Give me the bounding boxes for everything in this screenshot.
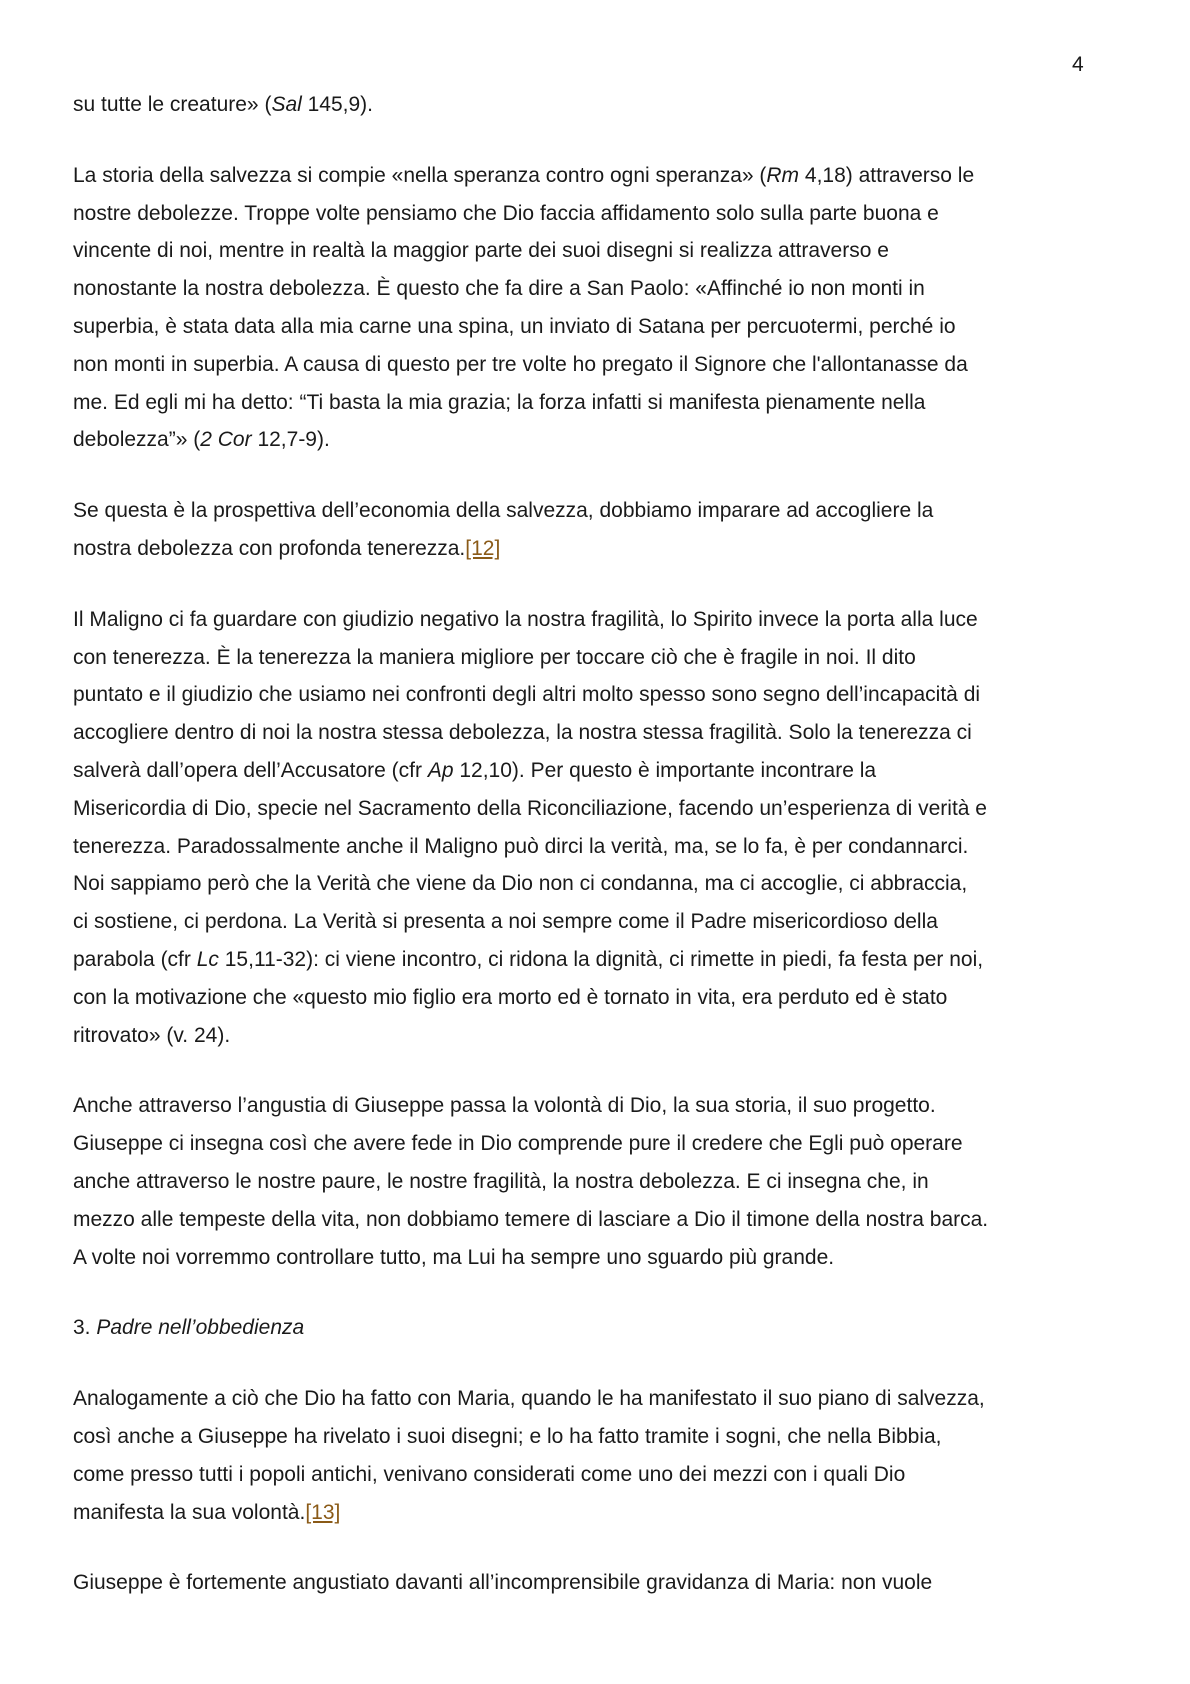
text-line xyxy=(73,1239,1133,1277)
text-segment: mezzo alle tempeste della vita, non dobbiamo temere di lasciare a Dio il timone della nostra barca. xyxy=(73,1207,989,1231)
text-line xyxy=(73,1309,1133,1347)
text-line xyxy=(73,86,1133,124)
text-segment: su tutte le creature» ( xyxy=(73,93,272,116)
paragraph xyxy=(73,1087,1133,1276)
text-segment: come presso tutti i popoli antichi, venivano considerati come uno dei mezzi con i quali Dio xyxy=(73,1462,906,1486)
italic-text: Sal xyxy=(271,93,302,116)
text-segment: Giuseppe è fortemente angustiato davanti all’incomprensibile gravidanza di Maria: non vuole xyxy=(73,1571,933,1595)
paragraph xyxy=(73,1564,1133,1602)
text-segment: salverà dall’opera dell’Accusatore (cfr xyxy=(73,758,428,782)
text-line xyxy=(73,1125,1133,1163)
text-segment: non monti in superbia. A causa di questo per tre volte ho pregato il Signore che l'allontanasse da xyxy=(73,352,968,376)
footnote-link[interactable]: [12] xyxy=(465,536,501,560)
text-line xyxy=(73,270,1133,308)
text-segment: me. Ed egli mi ha detto: “Ti basta la mia grazia; la forza infatti si manifesta pienamente nella xyxy=(73,390,926,414)
paragraph xyxy=(73,157,1133,459)
italic-text: 2 Cor xyxy=(200,428,252,452)
text-segment: 12,7-9). xyxy=(251,428,330,452)
italic-text: Lc xyxy=(196,947,219,971)
text-line xyxy=(73,903,1133,941)
text-segment: Noi sappiamo però che la Verità che viene da Dio non ci condanna, ma ci accoglie, ci abbraccia, xyxy=(73,872,968,896)
text-segment: con la motivazione che «questo mio figlio era morto ed è tornato in vita, era perduto ed è stato xyxy=(73,985,948,1009)
text-segment: così anche a Giuseppe ha rivelato i suoi disegni; e lo ha fatto tramite i sogni, che nella Bibbia, xyxy=(73,1424,942,1448)
paragraph xyxy=(73,86,1133,124)
text-line xyxy=(73,1456,1133,1494)
text-segment: accogliere dentro di noi la nostra stessa debolezza, la nostra stessa fragilità. Solo la tenerezza ci xyxy=(73,721,972,745)
text-line xyxy=(73,530,1133,568)
text-line xyxy=(73,421,1133,459)
text-segment: Il Maligno ci fa guardare con giudizio negativo la nostra fragilità, lo Spirito invece la porta alla luce xyxy=(73,607,978,631)
text-segment: nostra debolezza con profonda tenerezza. xyxy=(73,536,466,560)
text-line xyxy=(73,1494,1133,1532)
text-segment: manifesta la sua volontà. xyxy=(73,1500,306,1524)
text-line xyxy=(73,676,1133,714)
italic-text: Padre nell’obbedienza xyxy=(96,1316,305,1340)
text-line xyxy=(73,157,1133,195)
text-line xyxy=(73,308,1133,346)
text-line xyxy=(73,714,1133,752)
text-line xyxy=(73,1564,1133,1602)
text-segment: parabola (cfr xyxy=(73,947,197,971)
text-segment: Analogamente a ciò che Dio ha fatto con Maria, quando le ha manifestato il suo piano di salvezza, xyxy=(73,1387,985,1411)
text-line xyxy=(73,752,1133,790)
text-segment: Anche attraverso l’angustia di Giuseppe passa la volontà di Dio, la sua storia, il suo progetto. xyxy=(73,1094,936,1118)
text-segment: 15,11-32): ci viene incontro, ci ridona la dignità, ci rimette in piedi, fa festa per noi, xyxy=(218,947,984,971)
document-body xyxy=(73,86,1133,1602)
text-line xyxy=(73,601,1133,639)
text-segment: 3. xyxy=(73,1316,97,1340)
text-segment: debolezza”» ( xyxy=(73,428,201,452)
text-line xyxy=(73,232,1133,270)
text-line xyxy=(73,195,1133,233)
text-line xyxy=(73,865,1133,903)
text-line xyxy=(73,1087,1133,1125)
text-segment: con tenerezza. È la tenerezza la maniera migliore per toccare ciò che è fragile in noi. Il dito xyxy=(73,645,916,669)
footnote-link[interactable]: [13] xyxy=(305,1500,341,1524)
text-line xyxy=(73,1380,1133,1418)
text-segment: 12,10). Per questo è importante incontrare la xyxy=(453,758,877,782)
text-segment: nostre debolezze. Troppe volte pensiamo che Dio faccia affidamento solo sulla parte buona e xyxy=(73,201,939,225)
text-line xyxy=(73,790,1133,828)
text-segment: A volte noi vorremmo controllare tutto, ma Lui ha sempre uno sguardo più grande. xyxy=(73,1245,835,1269)
section-heading xyxy=(73,1309,1133,1347)
text-segment: superbia, è stata data alla mia carne una spina, un inviato di Satana per percuotermi, perché io xyxy=(73,314,956,338)
text-line xyxy=(73,639,1133,677)
text-line xyxy=(73,1418,1133,1456)
text-line xyxy=(73,1163,1133,1201)
text-segment: nonostante la nostra debolezza. È questo che fa dire a San Paolo: «Affinché io non monti in xyxy=(73,277,925,301)
text-segment: Misericordia di Dio, specie nel Sacramento della Riconciliazione, facendo un’esperienza di verità e xyxy=(73,796,987,820)
text-line xyxy=(73,828,1133,866)
text-segment: Giuseppe ci insegna così che avere fede in Dio comprende pure il credere che Egli può operare xyxy=(73,1132,963,1156)
text-line xyxy=(73,346,1133,384)
paragraph xyxy=(73,492,1133,568)
text-segment: ritrovato» (v. 24). xyxy=(73,1023,231,1047)
text-segment: 145,9). xyxy=(301,93,374,116)
italic-text: Ap xyxy=(427,758,454,782)
text-segment: 4,18) attraverso le xyxy=(799,163,975,187)
text-line xyxy=(73,492,1133,530)
text-segment: vincente di noi, mentre in realtà la maggior parte dei suoi disegni si realizza attraverso e xyxy=(73,239,889,263)
text-segment: puntato e il giudizio che usiamo nei confronti degli altri molto spesso sono segno dell’incapacità di xyxy=(73,683,981,707)
paragraph xyxy=(73,601,1133,1055)
page-number: 4 xyxy=(1072,53,1084,76)
paragraph xyxy=(73,1380,1133,1531)
text-segment: ci sostiene, ci perdona. La Verità si presenta a noi sempre come il Padre misericordioso della xyxy=(73,910,938,934)
text-line xyxy=(73,1017,1133,1055)
italic-text: Rm xyxy=(766,163,800,187)
text-segment: tenerezza. Paradossalmente anche il Maligno può dirci la verità, ma, se lo fa, è per condannarci. xyxy=(73,834,969,858)
text-line xyxy=(73,1201,1133,1239)
text-line xyxy=(73,384,1133,422)
text-line xyxy=(73,979,1133,1017)
text-segment: La storia della salvezza si compie «nella speranza contro ogni speranza» ( xyxy=(73,163,767,187)
text-line xyxy=(73,941,1133,979)
text-segment: Se questa è la prospettiva dell’economia della salvezza, dobbiamo imparare ad accogliere la xyxy=(73,499,934,523)
text-segment: anche attraverso le nostre paure, le nostre fragilità, la nostra debolezza. E ci insegna che, in xyxy=(73,1169,929,1193)
